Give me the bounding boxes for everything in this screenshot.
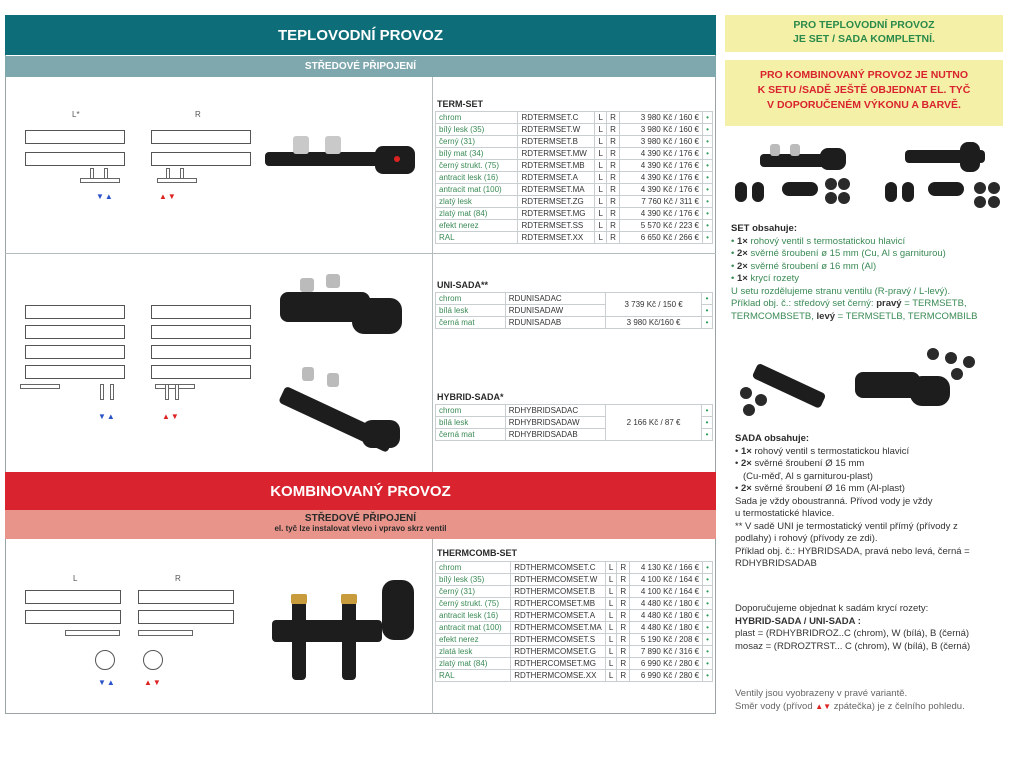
term-set-image xyxy=(265,130,425,190)
thermcomb-r: R xyxy=(617,622,630,634)
thermcomb-price: 4 480 Kč / 180 € xyxy=(630,610,703,622)
term-set-l: L xyxy=(595,112,607,124)
sada-item-3: • 2× svěrné šroubení Ø 16 mm (Al-plast) xyxy=(735,483,905,494)
term-set-l: L xyxy=(595,196,607,208)
thermcomb-l: L xyxy=(605,646,617,658)
term-set-l: L xyxy=(595,184,607,196)
term-set-code: RDTERMSET.MB xyxy=(518,160,595,172)
uni-code-0: RDUNISADAC xyxy=(505,293,605,305)
term-set-color: chrom xyxy=(436,112,518,124)
term-set-color: bílý mat (34) xyxy=(436,148,518,160)
thermcomb-r: R xyxy=(617,586,630,598)
term-set-color: černý strukt. (75) xyxy=(436,160,518,172)
term-set-code: RDTERMSET.A xyxy=(518,172,595,184)
rec-line-4: mosaz = (RDROZTRST... C (chrom), W (bílá), B (černá) xyxy=(735,640,971,652)
info-box-kombi-line3: V DOPORUČENÉM VÝKONU A BARVĚ. xyxy=(767,99,961,111)
term-set-code: RDTERMSET.SS xyxy=(518,220,595,232)
thermcomb-color: zlatá lesk xyxy=(436,646,511,658)
term-set-price: 3 980 Kč / 160 € xyxy=(619,124,702,136)
term-set-row xyxy=(436,220,713,232)
term-set-price: 3 980 Kč / 160 € xyxy=(619,136,702,148)
thermcomb-color: zlatý mat (84) xyxy=(436,658,511,670)
term-set-price: 4 390 Kč / 176 € xyxy=(619,160,702,172)
thermcomb-code: RDTHERMCOMSE.XX xyxy=(511,670,606,682)
sada-item-1: • 1× rohový ventil s termostatickou hlavicí xyxy=(735,445,910,457)
term-set-color: černý (31) xyxy=(436,136,518,148)
uni-price-b: 3 980 Kč/160 € xyxy=(606,317,702,329)
thermcomb-r: R xyxy=(617,670,630,682)
teplo-title-band xyxy=(5,15,716,55)
uni-sada-table: chrom RDUNISADAC 3 739 Kč / 150 € • bílá lesk RDUNISADAW • černá mat RDUNISADAB 3 980 Kč/160 € • xyxy=(435,292,713,329)
term-set-r: R xyxy=(607,208,620,220)
thermcomb-r: R xyxy=(617,634,630,646)
thermcomb-code: RDTHERMCOMSET.S xyxy=(511,634,606,646)
thermcomb-row xyxy=(436,610,713,622)
rec-line-3: plast = (RDHYBRIDROZ..C (chrom), W (bílá), B (černá) xyxy=(735,628,970,639)
sada-heading: SADA obsahuje: xyxy=(735,433,810,444)
thermcomb-price: 7 890 Kč / 316 € xyxy=(630,646,703,658)
thermcomb-image xyxy=(262,580,427,690)
term-set-l: L xyxy=(595,148,607,160)
term-set-color: antracit lesk (16) xyxy=(436,172,518,184)
sada-note-1: Sada je vždy oboustranná. Přívod vody je vždy xyxy=(735,495,933,507)
thermcomb-color: bílý lesk (35) xyxy=(436,574,511,586)
thermcomb-price: 4 480 Kč / 180 € xyxy=(630,622,703,634)
uni-code-1: RDUNISADAW xyxy=(505,305,605,317)
thermcomb-bullet-icon: • xyxy=(703,646,713,658)
sada-item-2b: (Cu-měď, Al s garniturou-plast) xyxy=(743,470,873,482)
flow-arrows-c: ▼▲ xyxy=(98,412,116,421)
set-note-2: Příklad obj. č.: středový set černý: pravý = TERMSETB, xyxy=(731,298,967,309)
term-set-r: R xyxy=(607,184,620,196)
term-set-r: R xyxy=(607,136,620,148)
thermcomb-price: 4 100 Kč / 164 € xyxy=(630,586,703,598)
thermcomb-color: antracit lesk (16) xyxy=(436,610,511,622)
teplo-sub-band xyxy=(5,56,716,77)
thermcomb-r: R xyxy=(617,574,630,586)
term-set-row xyxy=(436,136,713,148)
thermcomb-bullet-icon: • xyxy=(703,586,713,598)
thermcomb-code: RDTHERMCOMSET.G xyxy=(511,646,606,658)
thermcomb-bullet-icon: • xyxy=(703,610,713,622)
thermcomb-bullet-icon: • xyxy=(703,574,713,586)
hybrid-code-1: RDHYBRIDSADAW xyxy=(505,417,605,429)
kombi-sub-band xyxy=(5,510,716,539)
thermcomb-l: L xyxy=(605,622,617,634)
term-set-l: L xyxy=(595,208,607,220)
term-set-row xyxy=(436,184,713,196)
hybrid-color-1: bílá lesk xyxy=(436,417,506,429)
thermcomb-code: RDTHERMCOMSET.W xyxy=(511,574,606,586)
term-set-color: RAL xyxy=(436,232,518,244)
thermcomb-price: 6 990 Kč / 280 € xyxy=(630,670,703,682)
term-set-code: RDTERMSET.MG xyxy=(518,208,595,220)
thermcomb-row xyxy=(436,574,713,586)
term-set-row xyxy=(436,172,713,184)
term-set-price: 4 390 Kč / 176 € xyxy=(619,208,702,220)
thermcomb-row xyxy=(436,622,713,634)
kombi-title: KOMBINOVANÝ PROVOZ xyxy=(270,482,451,500)
term-set-price: 3 980 Kč / 160 € xyxy=(619,112,702,124)
thermcomb-table xyxy=(435,561,713,682)
set-parts-image xyxy=(730,138,1010,216)
flow-arrows-d: ▲▼ xyxy=(162,412,180,421)
uni-sada-title: UNI-SADA** xyxy=(437,280,489,290)
term-set-price: 6 650 Kč / 266 € xyxy=(619,232,702,244)
thermcomb-bullet-icon: • xyxy=(703,670,713,682)
thermcomb-title: THERMCOMB-SET xyxy=(437,548,517,558)
thermcomb-price: 5 190 Kč / 208 € xyxy=(630,634,703,646)
hybrid-price: 2 166 Kč / 87 € xyxy=(606,405,702,441)
uni-sada-image xyxy=(280,272,410,342)
sada-note-6: RDHYBRIDSADAB xyxy=(735,558,817,569)
kombi-title-band xyxy=(5,472,716,510)
term-set-bullet-icon: • xyxy=(703,172,713,184)
term-set-price: 4 390 Kč / 176 € xyxy=(619,148,702,160)
thermcomb-row xyxy=(436,586,713,598)
set-note-1: U setu rozdělujeme stranu ventilu (R-pravý / L-levý). xyxy=(731,285,951,297)
term-set-l: L xyxy=(595,172,607,184)
term-set-bullet-icon: • xyxy=(703,136,713,148)
term-set-l: L xyxy=(595,232,607,244)
footer-note xyxy=(735,688,1020,713)
thermcomb-code: RDTHERMCOMSET.A xyxy=(511,610,606,622)
info-box-kombi-line1: PRO KOMBINOVANÝ PROVOZ JE NUTNO xyxy=(759,69,969,81)
term-set-bullet-icon: • xyxy=(703,124,713,136)
thermcomb-l: L xyxy=(605,658,617,670)
term-set-color: zlatý mat (84) xyxy=(436,208,518,220)
set-note-3: TERMCOMBSETB, levý = TERMSETLB, TERMCOMBILB xyxy=(731,310,978,322)
hybrid-sada-title: HYBRID-SADA* xyxy=(437,392,504,402)
diagram-label-l2: L xyxy=(73,574,78,583)
uni-code-2: RDUNISADAB xyxy=(505,317,605,329)
thermcomb-code: RDTHERMCOMSET.MA xyxy=(511,622,606,634)
thermcomb-price: 4 130 Kč / 166 € xyxy=(630,562,703,574)
term-set-l: L xyxy=(595,136,607,148)
sada-note-2: u termostatické hlavice. xyxy=(735,508,835,519)
thermcomb-bullet-icon: • xyxy=(703,634,713,646)
hybrid-sada-table: chrom RDHYBRIDSADAC 2 166 Kč / 87 € • bílá lesk RDHYBRIDSADAW • černá mat RDHYBRIDSADAB • xyxy=(435,404,713,441)
thermcomb-price: 4 480 Kč / 180 € xyxy=(630,598,703,610)
kombi-subtitle-note: el. tyč lze instalovat vlevo i vpravo skrz ventil xyxy=(274,524,447,533)
thermcomb-bullet-icon: • xyxy=(703,598,713,610)
diagram-uni-sada xyxy=(20,300,260,425)
thermcomb-bullet-icon: • xyxy=(703,562,713,574)
term-set-row xyxy=(436,148,713,160)
hybrid-code-2: RDHYBRIDSADAB xyxy=(505,429,605,441)
thermcomb-r: R xyxy=(617,598,630,610)
diagram-term-set xyxy=(20,100,260,220)
thermcomb-code: RDTHERMCOMSET.B xyxy=(511,586,606,598)
thermcomb-row xyxy=(436,670,713,682)
sada-note-3: ** V sadě UNI je termostatický ventil přímý (přívody z xyxy=(735,520,958,532)
thermcomb-l: L xyxy=(605,574,617,586)
term-set-bullet-icon: • xyxy=(703,184,713,196)
info-box-kombi xyxy=(725,60,1003,126)
term-set-row xyxy=(436,112,713,124)
sada-item-2: • 2× svěrné šroubení Ø 15 mm xyxy=(735,458,865,469)
set-item-1: • 1× rohový ventil s termostatickou hlavicí xyxy=(731,235,906,247)
thermcomb-r: R xyxy=(617,658,630,670)
term-set-l: L xyxy=(595,160,607,172)
thermcomb-price: 4 100 Kč / 164 € xyxy=(630,574,703,586)
set-item-4: • 1× krycí rozety xyxy=(731,273,800,284)
info-box-teplo xyxy=(725,15,1003,52)
flow-direction-icon: ▲▼ xyxy=(815,701,832,711)
thermcomb-code: RDTHERCOMSET.MG xyxy=(511,658,606,670)
info-box-kombi-line2: K SETU /SADĚ JEŠTĚ OBJEDNAT EL. TYČ xyxy=(757,84,971,96)
term-set-code: RDTERMSET.W xyxy=(518,124,595,136)
flow-arrows-f: ▲▼ xyxy=(144,678,162,687)
thermcomb-l: L xyxy=(605,670,617,682)
footer-line-1: Ventily jsou vyobrazeny v pravé variantě. xyxy=(735,688,908,699)
term-set-bullet-icon: • xyxy=(703,112,713,124)
term-set-bullet-icon: • xyxy=(703,232,713,244)
thermcomb-bullet-icon: • xyxy=(703,622,713,634)
hybrid-color-2: černá mat xyxy=(436,429,506,441)
info-box-teplo-line2: JE SET / SADA KOMPLETNÍ. xyxy=(793,33,935,45)
sada-note-5: Příklad obj. č.: HYBRIDSADA, pravá nebo levá, černá = xyxy=(735,545,970,557)
diagram-thermcomb xyxy=(20,570,250,695)
flow-arrows-e: ▼▲ xyxy=(98,678,116,687)
term-set-code: RDTERMSET.C xyxy=(518,112,595,124)
hybrid-sada-image xyxy=(272,365,412,455)
term-set-color: zlatý lesk xyxy=(436,196,518,208)
set-contents xyxy=(731,223,1016,323)
rec-line-1: Doporučujeme objednat k sadám krycí rozety: xyxy=(735,603,929,614)
thermcomb-row xyxy=(436,562,713,574)
diagram-label-l: L* xyxy=(72,110,80,119)
uni-color-2: černá mat xyxy=(436,317,506,329)
thermcomb-code: RDTHERMCOMSET.C xyxy=(511,562,606,574)
term-set-bullet-icon: • xyxy=(703,196,713,208)
term-set-row xyxy=(436,232,713,244)
thermcomb-color: černý (31) xyxy=(436,586,511,598)
thermcomb-row xyxy=(436,658,713,670)
term-set-bullet-icon: • xyxy=(703,160,713,172)
thermcomb-color: chrom xyxy=(436,562,511,574)
term-set-r: R xyxy=(607,160,620,172)
sada-parts-image xyxy=(735,342,1005,422)
thermcomb-r: R xyxy=(617,646,630,658)
term-set-bullet-icon: • xyxy=(703,148,713,160)
thermcomb-row xyxy=(436,646,713,658)
term-set-row xyxy=(436,208,713,220)
thermcomb-l: L xyxy=(605,634,617,646)
thermcomb-l: L xyxy=(605,598,617,610)
thermcomb-bullet-icon: • xyxy=(703,658,713,670)
term-set-color: antracit mat (100) xyxy=(436,184,518,196)
term-set-r: R xyxy=(607,148,620,160)
set-item-3: • 2× svěrné šroubení ø 16 mm (Al) xyxy=(731,260,877,272)
term-set-r: R xyxy=(607,220,620,232)
term-set-title: TERM-SET xyxy=(437,99,483,109)
uni-color-0: chrom xyxy=(436,293,506,305)
term-set-color: bílý lesk (35) xyxy=(436,124,518,136)
sada-contents xyxy=(735,433,1020,571)
uni-price-a: 3 739 Kč / 150 € xyxy=(606,293,702,317)
uni-color-1: bílá lesk xyxy=(436,305,506,317)
thermcomb-l: L xyxy=(605,610,617,622)
diagram-label-r2: R xyxy=(175,574,181,583)
thermcomb-r: R xyxy=(617,610,630,622)
term-set-bullet-icon: • xyxy=(703,208,713,220)
set-item-2: • 2× svěrné šroubení ø 15 mm (Cu, Al s garniturou) xyxy=(731,248,946,259)
thermcomb-l: L xyxy=(605,562,617,574)
term-set-row xyxy=(436,160,713,172)
term-set-code: RDTERMSET.XX xyxy=(518,232,595,244)
rec-line-2: HYBRID-SADA / UNI-SADA : xyxy=(735,615,861,627)
set-heading: SET obsahuje: xyxy=(731,223,797,234)
term-set-code: RDTERMSET.MW xyxy=(518,148,595,160)
kombi-subtitle: STŘEDOVÉ PŘIPOJENÍ xyxy=(304,513,417,524)
term-set-l: L xyxy=(595,220,607,232)
thermcomb-row xyxy=(436,598,713,610)
term-set-r: R xyxy=(607,196,620,208)
teplo-subtitle: STŘEDOVÉ PŘIPOJENÍ xyxy=(304,61,417,72)
term-set-r: R xyxy=(607,124,620,136)
term-set-price: 7 760 Kč / 311 € xyxy=(619,196,702,208)
thermcomb-l: L xyxy=(605,586,617,598)
sada-note-4: podlahy) i rohový (přívody ze zdi). xyxy=(735,533,878,544)
term-set-r: R xyxy=(607,232,620,244)
footer-line-2: Směr vody (přívod ▲▼ zpátečka) je z čelního pohledu. xyxy=(735,700,965,712)
flow-arrows-b: ▲▼ xyxy=(159,192,177,201)
term-set-row xyxy=(436,124,713,136)
thermcomb-code: RDTHERCOMSET.MB xyxy=(511,598,606,610)
thermcomb-r: R xyxy=(617,562,630,574)
term-set-r: R xyxy=(607,112,620,124)
diagram-label-r: R xyxy=(195,110,201,119)
thermcomb-color: RAL xyxy=(436,670,511,682)
rosette-recommendation xyxy=(735,603,1020,653)
thermcomb-color: efekt nerez xyxy=(436,634,511,646)
flow-arrows-a: ▼▲ xyxy=(96,192,114,201)
term-set-color: efekt nerez xyxy=(436,220,518,232)
teplo-title: TEPLOVODNÍ PROVOZ xyxy=(277,26,443,44)
hybrid-code-0: RDHYBRIDSADAC xyxy=(505,405,605,417)
term-set-r: R xyxy=(607,172,620,184)
hybrid-color-0: chrom xyxy=(436,405,506,417)
term-set-code: RDTERMSET.MA xyxy=(518,184,595,196)
thermcomb-row xyxy=(436,634,713,646)
term-set-price: 4 390 Kč / 176 € xyxy=(619,172,702,184)
thermcomb-price: 6 990 Kč / 280 € xyxy=(630,658,703,670)
term-set-code: RDTERMSET.B xyxy=(518,136,595,148)
term-set-bullet-icon: • xyxy=(703,220,713,232)
thermcomb-color: antracit mat (100) xyxy=(436,622,511,634)
term-set-price: 4 390 Kč / 176 € xyxy=(619,184,702,196)
term-set-code: RDTERMSET.ZG xyxy=(518,196,595,208)
term-set-row xyxy=(436,196,713,208)
term-set-l: L xyxy=(595,124,607,136)
thermcomb-color: černý strukt. (75) xyxy=(436,598,511,610)
term-set-table xyxy=(435,111,713,244)
info-box-teplo-line1: PRO TEPLOVODNÍ PROVOZ xyxy=(793,19,935,31)
term-set-price: 5 570 Kč / 223 € xyxy=(619,220,702,232)
